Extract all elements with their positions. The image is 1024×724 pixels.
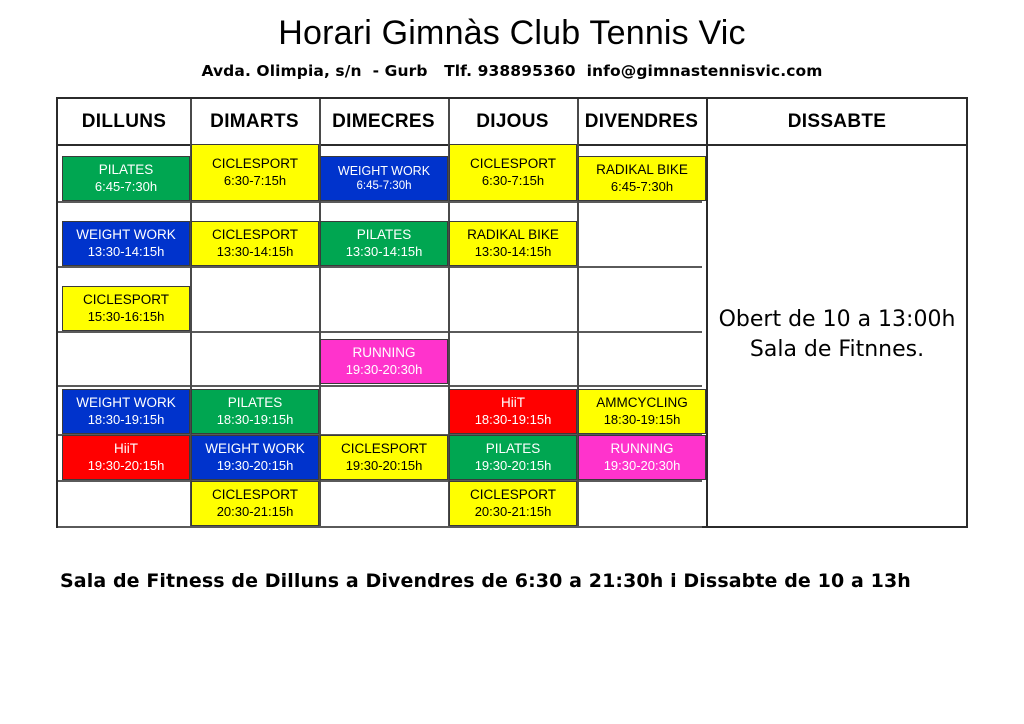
row-separator (58, 480, 702, 482)
session-cell-wed-weightwork[interactable] (320, 156, 448, 201)
session-name: CICLESPORT (211, 227, 299, 243)
session-time: 18:30-19:15h (474, 411, 552, 427)
row-separator (58, 201, 702, 203)
phone-text: Tlf. 938895360 (444, 62, 576, 81)
row-separator (58, 526, 702, 528)
schedule-grid (58, 99, 966, 526)
session-time: 19:30-20:15h (87, 457, 165, 473)
session-time: 19:30-20:30h (345, 361, 423, 377)
session-time: 18:30-19:15h (603, 411, 681, 427)
session-cell-thu-pilates[interactable] (449, 435, 577, 480)
session-name: PILATES (227, 395, 283, 411)
session-name: CICLESPORT (469, 487, 557, 503)
session-time: 19:30-20:30h (603, 457, 681, 473)
session-name: PILATES (98, 162, 154, 178)
session-name: CICLESPORT (469, 156, 557, 172)
session-cell-fri-radikalbike[interactable] (578, 156, 706, 201)
footer-note: Sala de Fitness de Dilluns a Divendres de 6:30 a 21:30h i Dissabte de 10 a 13h (60, 570, 911, 592)
session-cell-thu-ciclesport-2[interactable] (449, 481, 577, 526)
session-name: PILATES (485, 441, 541, 457)
session-time: 13:30-14:15h (345, 243, 423, 259)
day-header-dimecres: DIMECRES (332, 110, 435, 132)
contact-line (0, 62, 1024, 80)
session-time: 20:30-21:15h (474, 503, 552, 519)
session-name: RUNNING (610, 441, 674, 457)
session-time: 6:30-7:15h (223, 172, 287, 188)
session-cell-tue-ciclesport-2[interactable] (191, 221, 319, 266)
session-cell-wed-running[interactable] (320, 339, 448, 384)
session-name: RUNNING (352, 345, 416, 361)
row-separator (58, 385, 702, 387)
session-time: 15:30-16:15h (87, 308, 165, 324)
session-cell-tue-ciclesport-1[interactable] (191, 144, 319, 201)
session-time: 20:30-21:15h (216, 503, 294, 519)
saturday-note-line2: Sala de Fitnnes. (749, 337, 925, 362)
session-time: 19:30-20:15h (474, 457, 552, 473)
session-name: CICLESPORT (82, 292, 170, 308)
session-cell-tue-pilates[interactable] (191, 389, 319, 434)
saturday-note (706, 144, 968, 526)
day-header-dimarts: DIMARTS (210, 110, 299, 132)
session-time: 18:30-19:15h (87, 411, 165, 427)
session-cell-mon-ciclesport[interactable] (62, 286, 190, 331)
session-cell-tue-weightwork[interactable] (191, 435, 319, 480)
day-header-dijous: DIJOUS (476, 110, 549, 132)
session-time: 6:45-7:30h (94, 178, 158, 194)
session-cell-wed-pilates[interactable] (320, 221, 448, 266)
session-name: RADIKAL BIKE (467, 227, 559, 243)
email-text: info@gimnastennisvic.com (586, 62, 823, 81)
session-cell-mon-weightwork-1[interactable] (62, 221, 190, 266)
session-name: AMMCYCLING (596, 395, 688, 411)
session-cell-mon-hiit[interactable] (62, 435, 190, 480)
page-header (0, 0, 1024, 80)
session-cell-mon-pilates[interactable] (62, 156, 190, 201)
session-time: 19:30-20:15h (216, 457, 294, 473)
session-time: 6:30-7:15h (481, 172, 545, 188)
session-time: 6:45-7:30h (356, 180, 412, 193)
session-name: WEIGHT WORK (76, 395, 176, 411)
day-header-dilluns: DILLUNS (81, 110, 167, 132)
session-cell-wed-ciclesport[interactable] (320, 435, 448, 480)
session-time: 13:30-14:15h (216, 243, 294, 259)
session-cell-tue-ciclesport-3[interactable] (191, 481, 319, 526)
schedule-table (56, 97, 968, 528)
session-name: HiiT (114, 441, 138, 457)
session-name: WEIGHT WORK (76, 227, 176, 243)
saturday-note-line1: Obert de 10 a 13:00h (718, 307, 956, 333)
session-time: 18:30-19:15h (216, 411, 294, 427)
row-separator (58, 266, 702, 268)
session-cell-thu-ciclesport-1[interactable] (449, 144, 577, 201)
session-name: RADIKAL BIKE (596, 162, 688, 178)
session-name: WEIGHT WORK (337, 163, 431, 178)
session-cell-fri-ammcycling[interactable] (578, 389, 706, 434)
row-separator (58, 331, 702, 333)
session-name: CICLESPORT (211, 487, 299, 503)
session-cell-thu-radikalbike[interactable] (449, 221, 577, 266)
session-cell-mon-weightwork-2[interactable] (62, 389, 190, 434)
session-cell-thu-hiit[interactable] (449, 389, 577, 434)
page-title: Horari Gimnàs Club Tennis Vic (278, 14, 746, 52)
session-name: WEIGHT WORK (205, 441, 305, 457)
session-time: 13:30-14:15h (87, 243, 165, 259)
session-name: CICLESPORT (211, 156, 299, 172)
address-text: Avda. Olimpia, s/n - Gurb (201, 62, 428, 81)
session-time: 13:30-14:15h (474, 243, 552, 259)
session-time: 6:45-7:30h (610, 178, 674, 194)
day-header-dissabte: DISSABTE (787, 110, 887, 132)
session-cell-fri-running[interactable] (578, 435, 706, 480)
session-time: 19:30-20:15h (345, 457, 423, 473)
day-header-divendres: DIVENDRES (584, 110, 699, 132)
session-name: HiiT (501, 395, 525, 411)
session-name: CICLESPORT (340, 441, 428, 457)
session-name: PILATES (356, 227, 412, 243)
